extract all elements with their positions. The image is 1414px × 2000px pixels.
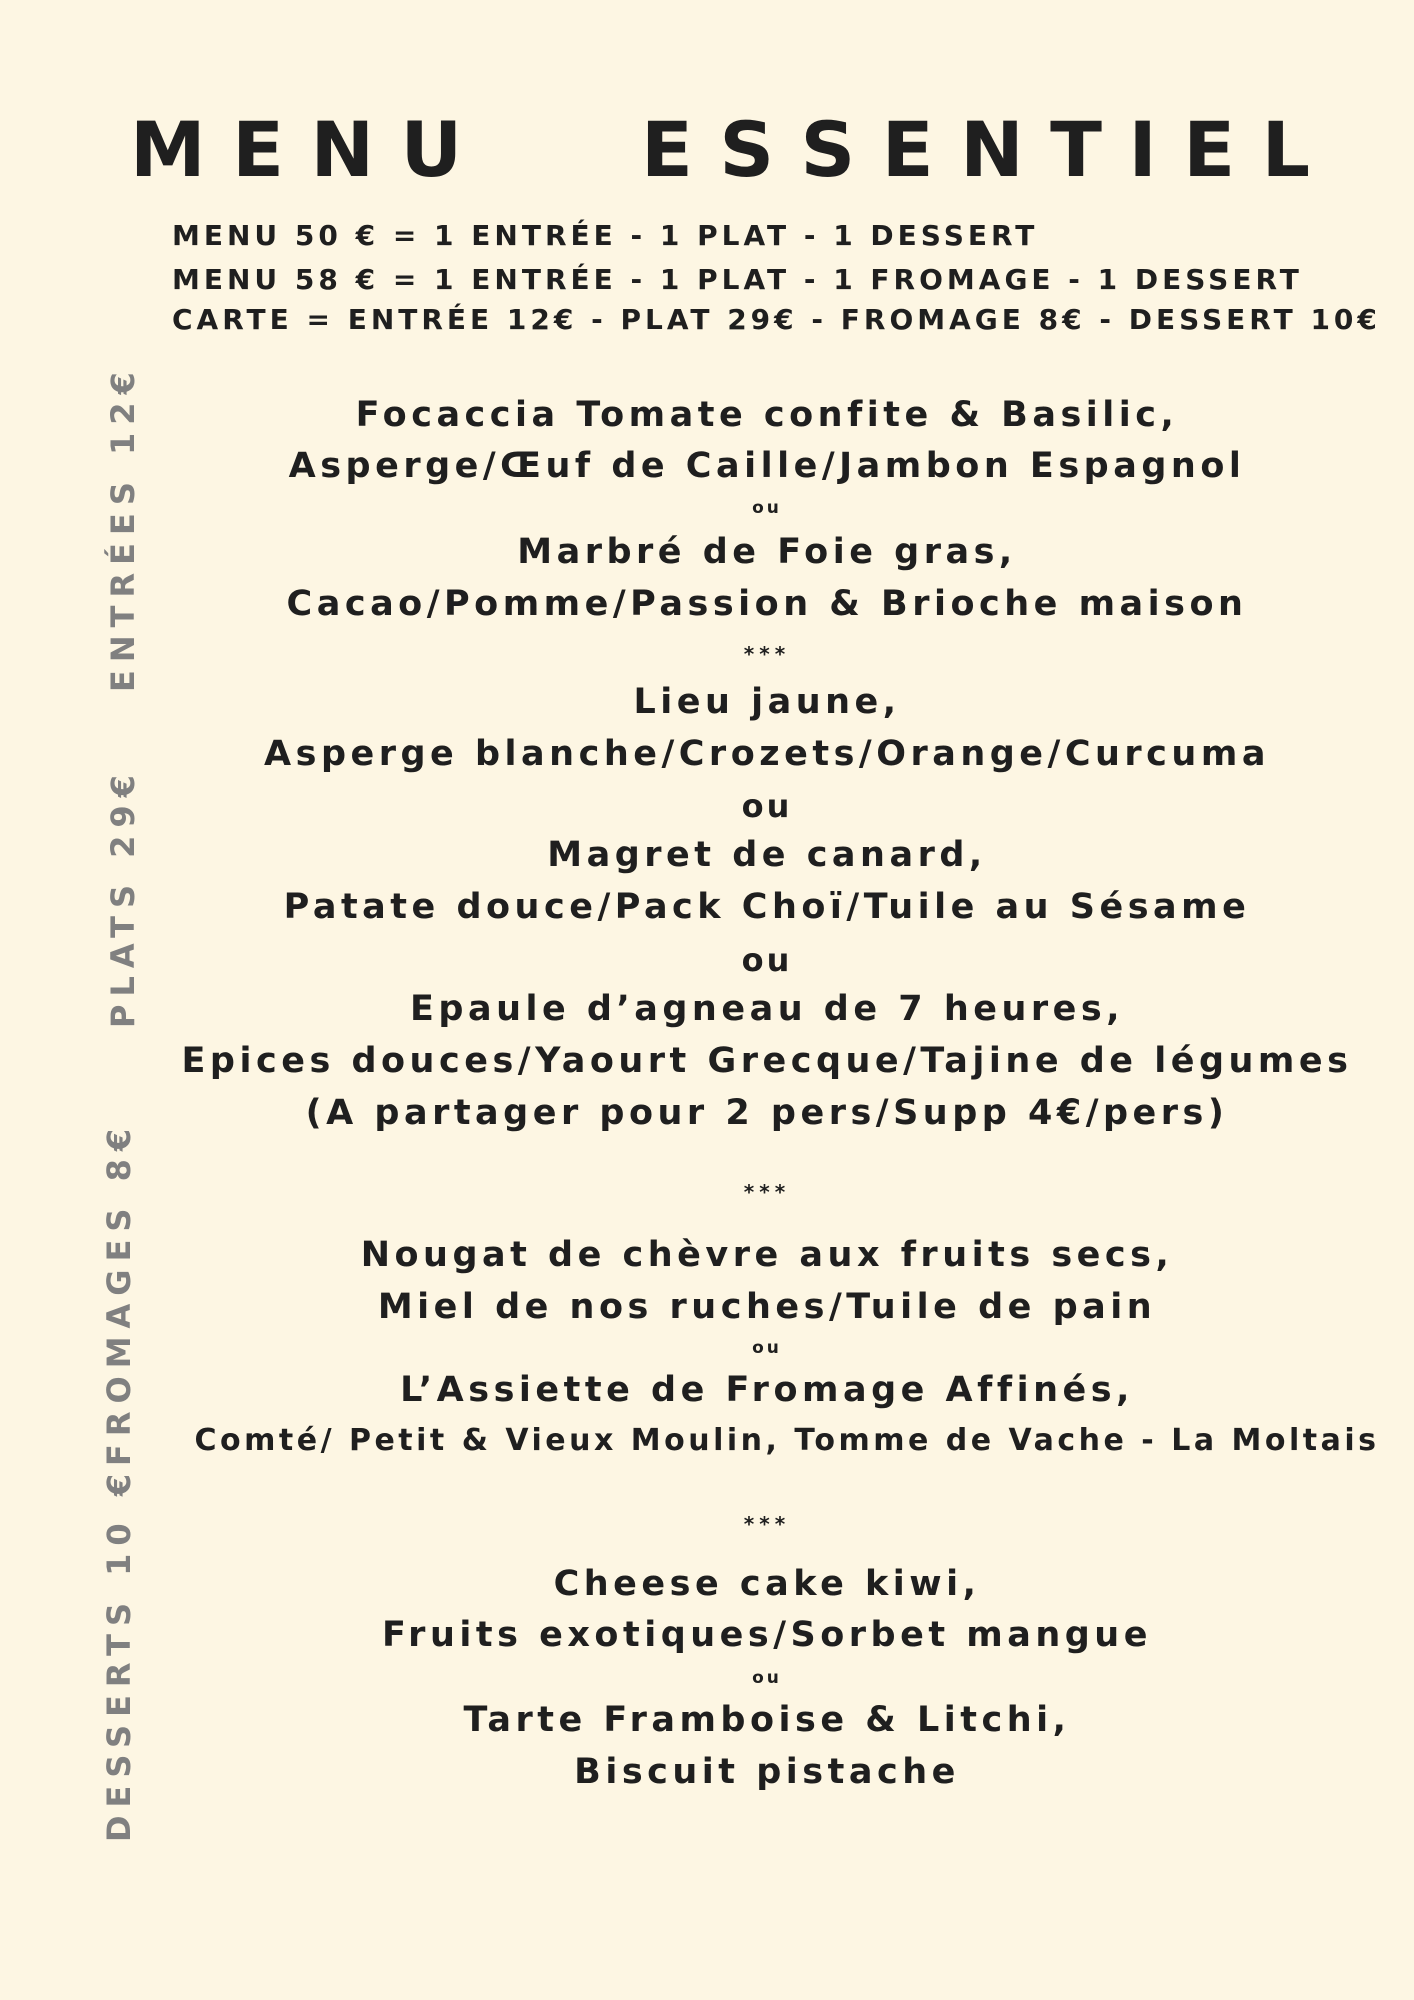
section-label-desserts: DESSERTS 10 €: [100, 1465, 138, 1842]
entree-2-title: Marbré de Foie gras,: [517, 532, 1017, 572]
or-divider: ou: [752, 498, 782, 518]
section-separator: ***: [743, 1180, 791, 1204]
menu-title: [130, 105, 1310, 195]
plat-2-detail: Patate douce/Pack Choï/Tuile au Sésame: [283, 887, 1251, 927]
or-divider: ou: [752, 1668, 782, 1688]
dessert-1-detail: Fruits exotiques/Sorbet mangue: [382, 1615, 1152, 1655]
section-label-plats: PLATS 29€: [104, 767, 142, 1028]
entree-1-title: Focaccia Tomate confite & Basilic,: [355, 395, 1179, 435]
dessert-1-title: Cheese cake kiwi,: [553, 1564, 981, 1604]
plat-3-detail: Epices douces/Yaourt Grecque/Tajine de légumes: [181, 1041, 1353, 1081]
entree-1-detail: Asperge/Œuf de Caille/Jambon Espagnol: [288, 446, 1246, 486]
fromage-1-title: Nougat de chèvre aux fruits secs,: [360, 1235, 1174, 1275]
plat-3-title: Epaule d’agneau de 7 heures,: [409, 989, 1125, 1029]
plat-1-title: Lieu jaune,: [633, 682, 901, 722]
menu-title-word-2: E S S E N T I E L: [640, 105, 1310, 194]
plat-1-detail: Asperge blanche/Crozets/Orange/Curcuma: [264, 734, 1270, 774]
or-divider: ou: [741, 941, 793, 979]
section-separator: ***: [743, 642, 791, 666]
fromage-2-title: L’Assiette de Fromage Affinés,: [400, 1370, 1134, 1410]
section-label-fromages: FROMAGES 8€: [100, 1120, 138, 1466]
plat-3-note: (A partager pour 2 pers/Supp 4€/pers): [305, 1093, 1229, 1133]
menu-title-word-1: M E N U: [130, 105, 463, 194]
price-line-carte: CARTE = ENTRÉE 12€ - PLAT 29€ - FROMAGE 8€ - DESSERT 10€: [172, 303, 1381, 336]
price-line-menu-50: MENU 50 € = 1 ENTRÉE - 1 PLAT - 1 DESSERT: [172, 219, 1039, 252]
price-list: [172, 214, 1381, 340]
dessert-2-detail: Biscuit pistache: [574, 1752, 960, 1792]
or-divider: ou: [741, 787, 793, 825]
fromage-1-detail: Miel de nos ruches/Tuile de pain: [377, 1287, 1157, 1327]
entree-2-detail: Cacao/Pomme/Passion & Brioche maison: [286, 584, 1248, 624]
section-label-entrees: ENTRÉES 12€: [104, 364, 142, 692]
fromage-2-detail: Comté/ Petit & Vieux Moulin, Tomme de Vache - La Moltais: [194, 1423, 1380, 1458]
or-divider: ou: [752, 1338, 782, 1358]
plat-2-title: Magret de canard,: [547, 835, 987, 875]
section-separator: ***: [743, 1512, 791, 1536]
dessert-2-title: Tarte Framboise & Litchi,: [463, 1700, 1071, 1740]
price-line-menu-58: MENU 58 € = 1 ENTRÉE - 1 PLAT - 1 FROMAGE - 1 DESSERT: [172, 263, 1303, 296]
